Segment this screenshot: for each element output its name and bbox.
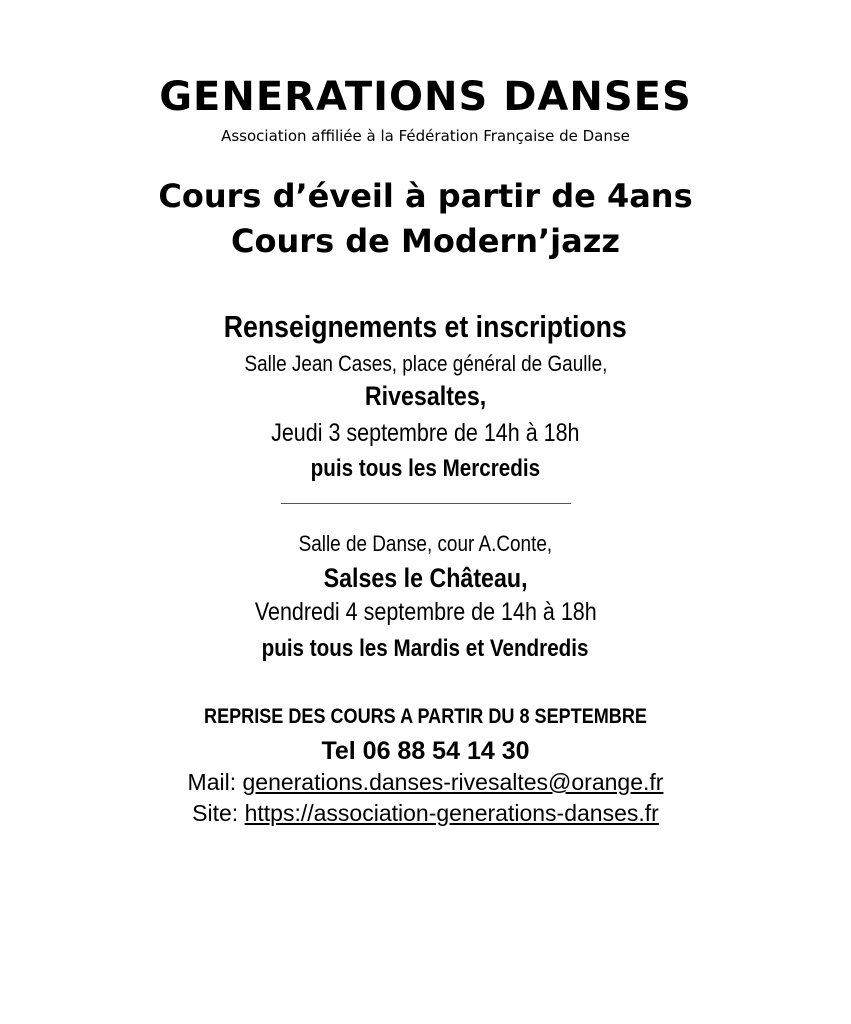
location-2-date	[0, 597, 851, 627]
location-1-address	[0, 350, 851, 378]
location-2-recurrence	[0, 634, 851, 664]
location-2-address-text: Salle de Danse, cour A.Conte,	[298, 531, 553, 556]
telephone: Tel 06 88 54 14 30	[321, 737, 530, 765]
mail-line	[0, 767, 851, 797]
location-2-town	[0, 562, 851, 594]
registration-heading-text: Renseignements et inscriptions	[224, 309, 627, 344]
separator-line	[281, 503, 571, 504]
site-link[interactable]: https://association-generations-danses.fr	[244, 800, 659, 826]
location-1-town-text: Rivesaltes,	[364, 381, 487, 411]
location-1-town	[0, 380, 851, 412]
organization-subtitle: Association affiliée à la Fédération Française de Danse	[221, 127, 630, 145]
location-1-recurrence-text: puis tous les Mercredis	[310, 455, 541, 482]
location-1-address-text: Salle Jean Cases, place général de Gaulle,	[244, 351, 607, 376]
reprise-notice	[0, 703, 851, 731]
location-2-recurrence-text: puis tous les Mardis et Vendredis	[262, 635, 589, 662]
location-2-town-text: Salses le Château,	[323, 563, 528, 593]
site-line	[0, 798, 851, 828]
mail-link[interactable]: generations.danses-rivesaltes@orange.fr	[242, 769, 664, 795]
location-1-date	[0, 418, 851, 448]
course-modern-jazz: Cours de Modern’jazz	[231, 222, 620, 260]
registration-heading	[0, 308, 851, 346]
site-label: Site:	[192, 800, 245, 826]
reprise-notice-text: REPRISE DES COURS A PARTIR DU 8 SEPTEMBRE	[204, 705, 647, 728]
location-1-date-text: Jeudi 3 septembre de 14h à 18h	[271, 419, 580, 447]
mail-label: Mail:	[187, 769, 243, 795]
location-1-recurrence	[0, 454, 851, 484]
location-2-date-text: Vendredi 4 septembre de 14h à 18h	[254, 598, 597, 626]
organization-title: GENERATIONS DANSES	[159, 74, 692, 120]
location-2-address	[0, 530, 851, 558]
course-eveil: Cours d’éveil à partir de 4ans	[158, 177, 693, 215]
